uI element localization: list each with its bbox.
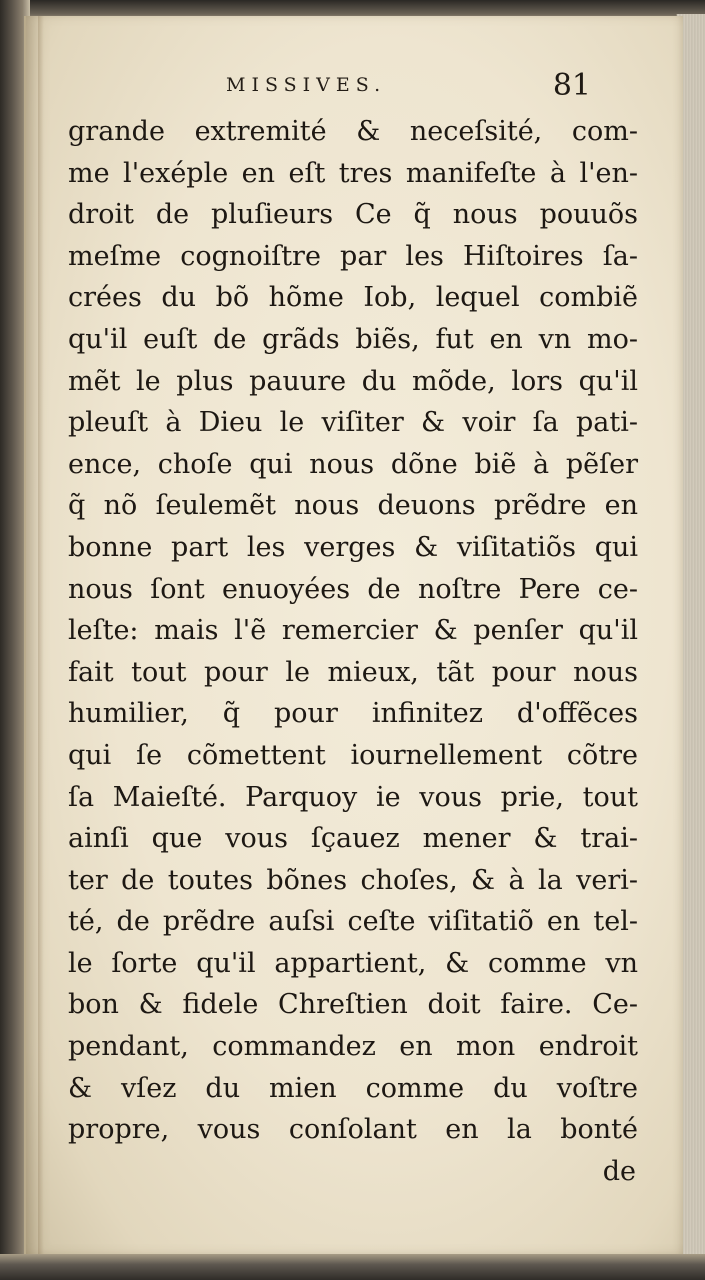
text-line: fait tout pour le mieux, tãt pour nous [68, 656, 638, 688]
text-line: mẽt le plus pauure du mõde, lors qu'il [68, 365, 638, 397]
text-line: ence, choſe qui nous dõne biẽ à pẽſer [68, 448, 638, 480]
text-line: pleuſt à Dieu le viſiter & voir ſa pati- [68, 407, 638, 439]
text-line: grande extremité & neceſsité, com- [68, 116, 638, 147]
text-line: me l'exéple en eſt tres manifeſte à l'en- [68, 157, 638, 189]
text-line: q̃ nõ ſeulemẽt nous deuons prẽdre en [68, 490, 638, 522]
text-line: ainſi que vous ſçauez mener & trai- [68, 823, 638, 855]
text-line: bon & fidele Chreſtien doit faire. Ce- [68, 989, 638, 1021]
text-line: ter de toutes bõnes choſes, & à la veri- [68, 864, 638, 896]
body-text [68, 111, 638, 1192]
text-line: leſte: mais l'ẽ remercier & penſer qu'il [68, 615, 638, 647]
text-line: & vſez du mien comme du voſtre [68, 1072, 638, 1104]
book-page [24, 16, 683, 1254]
text-line: té, de prẽdre auſsi ceſte viſitatiõ en tel- [68, 906, 638, 938]
text-line: pendant, commandez en mon endroit [68, 1031, 638, 1063]
text-line: qu'il euſt de grãds biẽs, fut en vn mo- [68, 323, 638, 355]
text-line: ſa Maieſté. Parquoy ie vous prie, tout [68, 781, 638, 813]
page-number: 81 [552, 68, 591, 103]
gutter-crease [38, 16, 44, 1254]
text-line: propre, vous conſolant en la bonté [68, 1114, 638, 1146]
text-line: qui ſe cõmettent iournellement cõtre [68, 739, 638, 771]
running-head: MISSIVES. [226, 74, 387, 96]
text-line: bonne part les verges & viſitatiõs qui [68, 531, 638, 563]
text-line: nous ſont enuoyées de noſtre Pere ce- [68, 573, 638, 605]
text-line: droit de pluſieurs Ce q̃ nous pouuõs [68, 199, 638, 231]
text-line: le ſorte qu'il appartient, & comme vn [68, 947, 638, 979]
text-line: crées du bõ hõme Iob, lequel combiẽ [68, 282, 638, 314]
text-line: meſme cognoiſtre par les Hiſtoires ſa- [68, 240, 638, 272]
catchword: de [602, 1155, 636, 1187]
book-cover-bottom-edge [0, 1254, 705, 1280]
text-line: humilier, q̃ pour infinitez d'offẽces [68, 698, 638, 730]
